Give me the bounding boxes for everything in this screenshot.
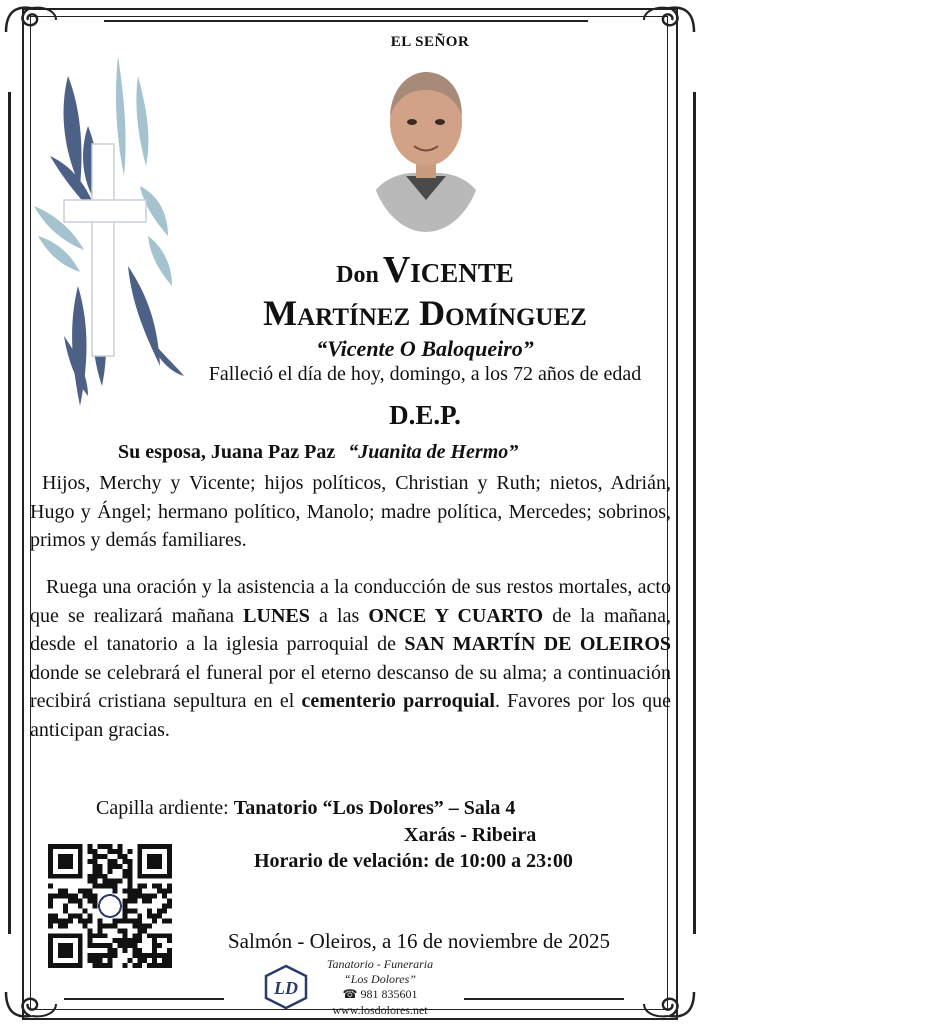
qr-module bbox=[147, 908, 152, 913]
qr-module bbox=[162, 889, 167, 894]
qr-module bbox=[137, 918, 142, 923]
chapel-label: Capilla ardiente: bbox=[96, 797, 234, 819]
qr-module bbox=[147, 913, 152, 918]
qr-module bbox=[108, 844, 113, 849]
qr-module bbox=[68, 913, 73, 918]
qr-module bbox=[122, 948, 127, 953]
qr-module bbox=[83, 889, 88, 894]
qr-module bbox=[127, 894, 132, 899]
qr-module bbox=[63, 918, 68, 923]
qr-module bbox=[48, 884, 53, 889]
qr-module bbox=[108, 963, 113, 968]
qr-module bbox=[137, 963, 142, 968]
qr-module bbox=[83, 894, 88, 899]
qr-module bbox=[108, 849, 113, 854]
qr-module bbox=[108, 864, 113, 869]
qr-module bbox=[73, 913, 78, 918]
qr-module bbox=[93, 904, 98, 909]
qr-module bbox=[137, 938, 142, 943]
qr-module bbox=[162, 963, 167, 968]
qr-module bbox=[117, 918, 122, 923]
qr-module bbox=[137, 933, 142, 938]
qr-module bbox=[83, 923, 88, 928]
qr-module bbox=[167, 953, 172, 958]
qr-module bbox=[108, 943, 113, 948]
qr-module bbox=[142, 928, 147, 933]
qr-module bbox=[152, 884, 157, 889]
qr-module bbox=[93, 874, 98, 879]
qr-module bbox=[122, 854, 127, 859]
qr-module bbox=[167, 884, 172, 889]
qr-module bbox=[152, 894, 157, 899]
rites-text-2: a las bbox=[309, 604, 369, 627]
qr-module bbox=[98, 864, 103, 869]
phone-number: 981 835601 bbox=[360, 987, 418, 1001]
qr-module bbox=[103, 923, 108, 928]
qr-module bbox=[63, 908, 68, 913]
qr-module bbox=[152, 953, 157, 958]
qr-module bbox=[122, 904, 127, 909]
corner-ornament-bottom-right bbox=[640, 986, 698, 1022]
qr-module bbox=[127, 869, 132, 874]
rites-text-3: de la mañana, desde el tanatorio a la iglesia parroquial de bbox=[30, 604, 672, 655]
qr-module bbox=[88, 859, 93, 864]
phone-icon: ☎ bbox=[342, 987, 358, 1001]
qr-finder bbox=[58, 854, 73, 869]
chapel-place: Tanatorio “Los Dolores” – Sala 4 bbox=[233, 797, 516, 819]
qr-module bbox=[88, 953, 93, 958]
rites-day: LUNES bbox=[243, 604, 310, 627]
qr-module bbox=[58, 918, 63, 923]
qr-module bbox=[127, 884, 132, 889]
qr-module bbox=[63, 894, 68, 899]
qr-module bbox=[48, 923, 53, 928]
qr-module bbox=[137, 923, 142, 928]
qr-module bbox=[98, 943, 103, 948]
qr-module bbox=[48, 913, 53, 918]
qr-module bbox=[167, 899, 172, 904]
qr-module bbox=[98, 933, 103, 938]
qr-module bbox=[112, 948, 117, 953]
qr-module bbox=[167, 963, 172, 968]
qr-module bbox=[112, 918, 117, 923]
qr-module bbox=[142, 953, 147, 958]
qr-module bbox=[108, 859, 113, 864]
qr-module bbox=[78, 904, 83, 909]
qr-module bbox=[108, 884, 113, 889]
qr-module bbox=[63, 889, 68, 894]
deceased-nickname: “Vicente O Baloqueiro” bbox=[316, 336, 534, 361]
qr-module bbox=[132, 938, 137, 943]
qr-module bbox=[108, 923, 113, 928]
qr-module bbox=[122, 899, 127, 904]
qr-module bbox=[78, 918, 83, 923]
qr-module bbox=[88, 943, 93, 948]
qr-module bbox=[147, 923, 152, 928]
corner-ornament-top-left bbox=[2, 2, 60, 38]
qr-module bbox=[98, 923, 103, 928]
death-notice: Falleció el día de hoy, domingo, a los 72 años de edad bbox=[208, 363, 642, 385]
qr-module bbox=[88, 928, 93, 933]
qr-module bbox=[157, 884, 162, 889]
qr-module bbox=[93, 864, 98, 869]
corner-ornament-bottom-left bbox=[2, 986, 60, 1022]
qr-module bbox=[132, 963, 137, 968]
qr-module bbox=[103, 953, 108, 958]
qr-module bbox=[152, 958, 157, 963]
qr-module bbox=[93, 859, 98, 864]
qr-module bbox=[98, 874, 103, 879]
qr-module bbox=[122, 943, 127, 948]
qr-module bbox=[137, 894, 142, 899]
name-prefix: Don bbox=[336, 262, 379, 288]
qr-module bbox=[132, 943, 137, 948]
qr-module bbox=[122, 933, 127, 938]
qr-module bbox=[53, 913, 58, 918]
qr-module bbox=[127, 899, 132, 904]
qr-module bbox=[127, 879, 132, 884]
qr-module bbox=[78, 913, 83, 918]
qr-module bbox=[152, 948, 157, 953]
qr-module bbox=[147, 899, 152, 904]
qr-module bbox=[98, 869, 103, 874]
qr-module bbox=[108, 948, 113, 953]
right-side-bar bbox=[693, 92, 696, 934]
qr-module bbox=[147, 894, 152, 899]
qr-module bbox=[162, 908, 167, 913]
qr-module bbox=[167, 958, 172, 963]
qr-module bbox=[127, 849, 132, 854]
qr-module bbox=[142, 958, 147, 963]
qr-module bbox=[112, 879, 117, 884]
left-side-bar bbox=[8, 92, 11, 934]
qr-module bbox=[167, 904, 172, 909]
top-rule bbox=[104, 20, 588, 22]
qr-module bbox=[112, 884, 117, 889]
qr-module bbox=[142, 923, 147, 928]
first-name: Vicente bbox=[382, 249, 514, 291]
logo-letters: LD bbox=[274, 978, 298, 998]
qr-module bbox=[162, 894, 167, 899]
qr-module bbox=[88, 874, 93, 879]
bottom-rule-left bbox=[64, 998, 224, 1000]
qr-module bbox=[78, 889, 83, 894]
qr-finder bbox=[58, 943, 73, 958]
qr-module bbox=[132, 953, 137, 958]
qr-module bbox=[132, 889, 137, 894]
qr-module bbox=[117, 879, 122, 884]
qr-module bbox=[162, 918, 167, 923]
qr-module bbox=[152, 913, 157, 918]
qr-module bbox=[78, 899, 83, 904]
qr-module bbox=[117, 854, 122, 859]
qr-module bbox=[117, 943, 122, 948]
qr-module bbox=[157, 908, 162, 913]
qr-module bbox=[103, 879, 108, 884]
qr-module bbox=[93, 943, 98, 948]
qr-module bbox=[93, 849, 98, 854]
qr-finder bbox=[147, 854, 162, 869]
qr-module bbox=[117, 938, 122, 943]
qr-module bbox=[88, 894, 93, 899]
rites-text-4: donde se celebrará el funeral por el eterno descanso de su alma; a continuación recibirá cristiana sepultura en el bbox=[30, 661, 671, 712]
qr-module bbox=[157, 889, 162, 894]
qr-module bbox=[108, 879, 113, 884]
qr-module bbox=[88, 918, 93, 923]
qr-module bbox=[88, 933, 93, 938]
qr-module bbox=[53, 918, 58, 923]
qr-module bbox=[103, 963, 108, 968]
qr-module bbox=[88, 958, 93, 963]
qr-module bbox=[127, 864, 132, 869]
qr-module bbox=[117, 864, 122, 869]
qr-module bbox=[48, 904, 53, 909]
qr-module bbox=[48, 894, 53, 899]
qr-module bbox=[103, 854, 108, 859]
qr-module bbox=[122, 928, 127, 933]
qr-module bbox=[68, 894, 73, 899]
qr-module bbox=[63, 923, 68, 928]
qr-module bbox=[137, 958, 142, 963]
qr-module bbox=[93, 958, 98, 963]
qr-module bbox=[68, 918, 73, 923]
qr-module bbox=[147, 933, 152, 938]
qr-module bbox=[73, 899, 78, 904]
qr-module bbox=[117, 844, 122, 849]
deceased-surnames: Martínez Domínguez bbox=[263, 293, 587, 333]
qr-module bbox=[98, 844, 103, 849]
qr-module bbox=[152, 938, 157, 943]
qr-module bbox=[157, 933, 162, 938]
rites-paragraph bbox=[30, 573, 671, 744]
qr-module bbox=[58, 889, 63, 894]
qr-module bbox=[88, 899, 93, 904]
rites-text-1: Ruega una oración y la asistencia a la conducción de sus restos mortales, acto que se realizará mañana bbox=[30, 576, 671, 627]
qr-module bbox=[58, 894, 63, 899]
qr-module bbox=[127, 874, 132, 879]
qr-module bbox=[122, 913, 127, 918]
qr-module bbox=[108, 953, 113, 958]
qr-module bbox=[127, 918, 132, 923]
qr-module bbox=[83, 918, 88, 923]
qr-module bbox=[157, 943, 162, 948]
qr-module bbox=[83, 908, 88, 913]
qr-module bbox=[112, 859, 117, 864]
qr-module bbox=[167, 933, 172, 938]
qr-module bbox=[117, 849, 122, 854]
qr-module bbox=[127, 889, 132, 894]
qr-module bbox=[103, 933, 108, 938]
qr-module bbox=[167, 889, 172, 894]
rites-text-5: . Favores por los que anticipan gracias. bbox=[30, 690, 672, 741]
qr-module bbox=[93, 884, 98, 889]
qr-module bbox=[108, 958, 113, 963]
qr-module bbox=[88, 889, 93, 894]
qr-module bbox=[108, 869, 113, 874]
qr-module bbox=[58, 923, 63, 928]
rites-cemetery: cementerio parroquial bbox=[301, 690, 495, 712]
qr-module bbox=[127, 958, 132, 963]
qr-module bbox=[137, 913, 142, 918]
qr-module bbox=[103, 844, 108, 849]
qr-module bbox=[162, 904, 167, 909]
qr-module bbox=[152, 963, 157, 968]
qr-module bbox=[142, 884, 147, 889]
spouse-line bbox=[118, 441, 518, 464]
chapel-hours: Horario de velación: de 10:00 a 23:00 bbox=[254, 850, 573, 872]
qr-module bbox=[162, 958, 167, 963]
place-date: Salmón - Oleiros, a 16 de noviembre de 2025 bbox=[228, 929, 610, 953]
qr-module bbox=[122, 874, 127, 879]
qr-module bbox=[88, 879, 93, 884]
qr-module bbox=[93, 869, 98, 874]
qr-module bbox=[103, 884, 108, 889]
dep-text: D.E.P. bbox=[389, 400, 461, 430]
qr-module bbox=[137, 953, 142, 958]
qr-module bbox=[103, 874, 108, 879]
deceased-name-line1 bbox=[0, 248, 850, 292]
qr-module bbox=[112, 923, 117, 928]
qr-module bbox=[88, 849, 93, 854]
qr-module bbox=[103, 943, 108, 948]
qr-module bbox=[112, 938, 117, 943]
chapel-location: Xarás - Ribeira bbox=[404, 824, 537, 846]
qr-module bbox=[112, 864, 117, 869]
qr-module bbox=[132, 894, 137, 899]
qr-module bbox=[88, 938, 93, 943]
qr-module bbox=[98, 928, 103, 933]
spouse-nickname: “Juanita de Hermo” bbox=[348, 441, 519, 463]
qr-module bbox=[127, 859, 132, 864]
family-paragraph: Hijos, Merchy y Vicente; hijos políticos, Christian y Ruth; nietos, Adrián, Hugo y Ángel; hermano político, Manolo; madre política, Mercedes; sobrinos, primos y demás familiares. bbox=[30, 472, 671, 551]
qr-module bbox=[152, 943, 157, 948]
qr-module bbox=[147, 963, 152, 968]
qr-module bbox=[147, 953, 152, 958]
qr-module bbox=[122, 938, 127, 943]
qr-module bbox=[127, 908, 132, 913]
qr-module bbox=[122, 859, 127, 864]
qr-module bbox=[98, 884, 103, 889]
qr-module bbox=[93, 953, 98, 958]
qr-module bbox=[112, 953, 117, 958]
qr-module bbox=[63, 904, 68, 909]
corner-ornament-top-right bbox=[640, 2, 698, 38]
header-label: EL SEÑOR bbox=[390, 34, 470, 50]
qr-module bbox=[137, 884, 142, 889]
qr-module bbox=[48, 918, 53, 923]
qr-module bbox=[127, 938, 132, 943]
qr-module bbox=[98, 963, 103, 968]
qr-module bbox=[122, 918, 127, 923]
qr-module bbox=[152, 918, 157, 923]
qr-module bbox=[93, 854, 98, 859]
qr-module bbox=[98, 958, 103, 963]
qr-module bbox=[122, 908, 127, 913]
qr-module bbox=[167, 948, 172, 953]
qr-module bbox=[93, 963, 98, 968]
qr-module bbox=[132, 899, 137, 904]
qr-module bbox=[93, 879, 98, 884]
qr-module bbox=[132, 908, 137, 913]
rites-church: SAN MARTÍN DE OLEIROS bbox=[404, 633, 672, 655]
qr-module bbox=[122, 963, 127, 968]
spouse-text: Su esposa, Juana Paz Paz bbox=[118, 441, 336, 463]
qr-module bbox=[127, 943, 132, 948]
qr-module bbox=[157, 913, 162, 918]
rites-time: ONCE Y CUARTO bbox=[368, 604, 544, 627]
qr-module bbox=[152, 933, 157, 938]
qr-module bbox=[117, 928, 122, 933]
qr-module bbox=[93, 899, 98, 904]
qr-module bbox=[93, 894, 98, 899]
qr-module bbox=[88, 913, 93, 918]
qr-module bbox=[162, 953, 167, 958]
qr-module bbox=[157, 953, 162, 958]
qr-module bbox=[167, 938, 172, 943]
qr-module bbox=[137, 928, 142, 933]
qr-module bbox=[73, 894, 78, 899]
qr-module bbox=[137, 889, 142, 894]
qr-module bbox=[122, 869, 127, 874]
qr-module bbox=[112, 849, 117, 854]
qr-module bbox=[98, 854, 103, 859]
qr-module bbox=[48, 899, 53, 904]
qr-module bbox=[98, 918, 103, 923]
qr-module bbox=[68, 899, 73, 904]
qr-module bbox=[53, 894, 58, 899]
qr-module bbox=[157, 963, 162, 968]
funeral-home-line2: “Los Dolores” bbox=[344, 972, 416, 986]
qr-module bbox=[93, 933, 98, 938]
qr-module bbox=[132, 948, 137, 953]
qr-module bbox=[132, 923, 137, 928]
portrait-photo bbox=[368, 64, 484, 232]
qr-module bbox=[132, 918, 137, 923]
qr-module bbox=[98, 953, 103, 958]
qr-module bbox=[142, 894, 147, 899]
qr-code[interactable] bbox=[48, 844, 172, 968]
funeral-home-phone bbox=[300, 987, 460, 1002]
qr-module bbox=[88, 844, 93, 849]
funeral-home-website[interactable]: www.losdolores.net bbox=[332, 1003, 428, 1017]
qr-module bbox=[122, 889, 127, 894]
qr-module bbox=[137, 948, 142, 953]
qr-module bbox=[132, 933, 137, 938]
qr-module bbox=[162, 933, 167, 938]
qr-module bbox=[142, 899, 147, 904]
chapel-line bbox=[96, 797, 515, 820]
qr-center-logo bbox=[99, 895, 121, 917]
bottom-rule-right bbox=[464, 998, 624, 1000]
funeral-home-line1: Tanatorio - Funeraria bbox=[326, 957, 434, 971]
qr-module bbox=[167, 918, 172, 923]
qr-module bbox=[112, 889, 117, 894]
